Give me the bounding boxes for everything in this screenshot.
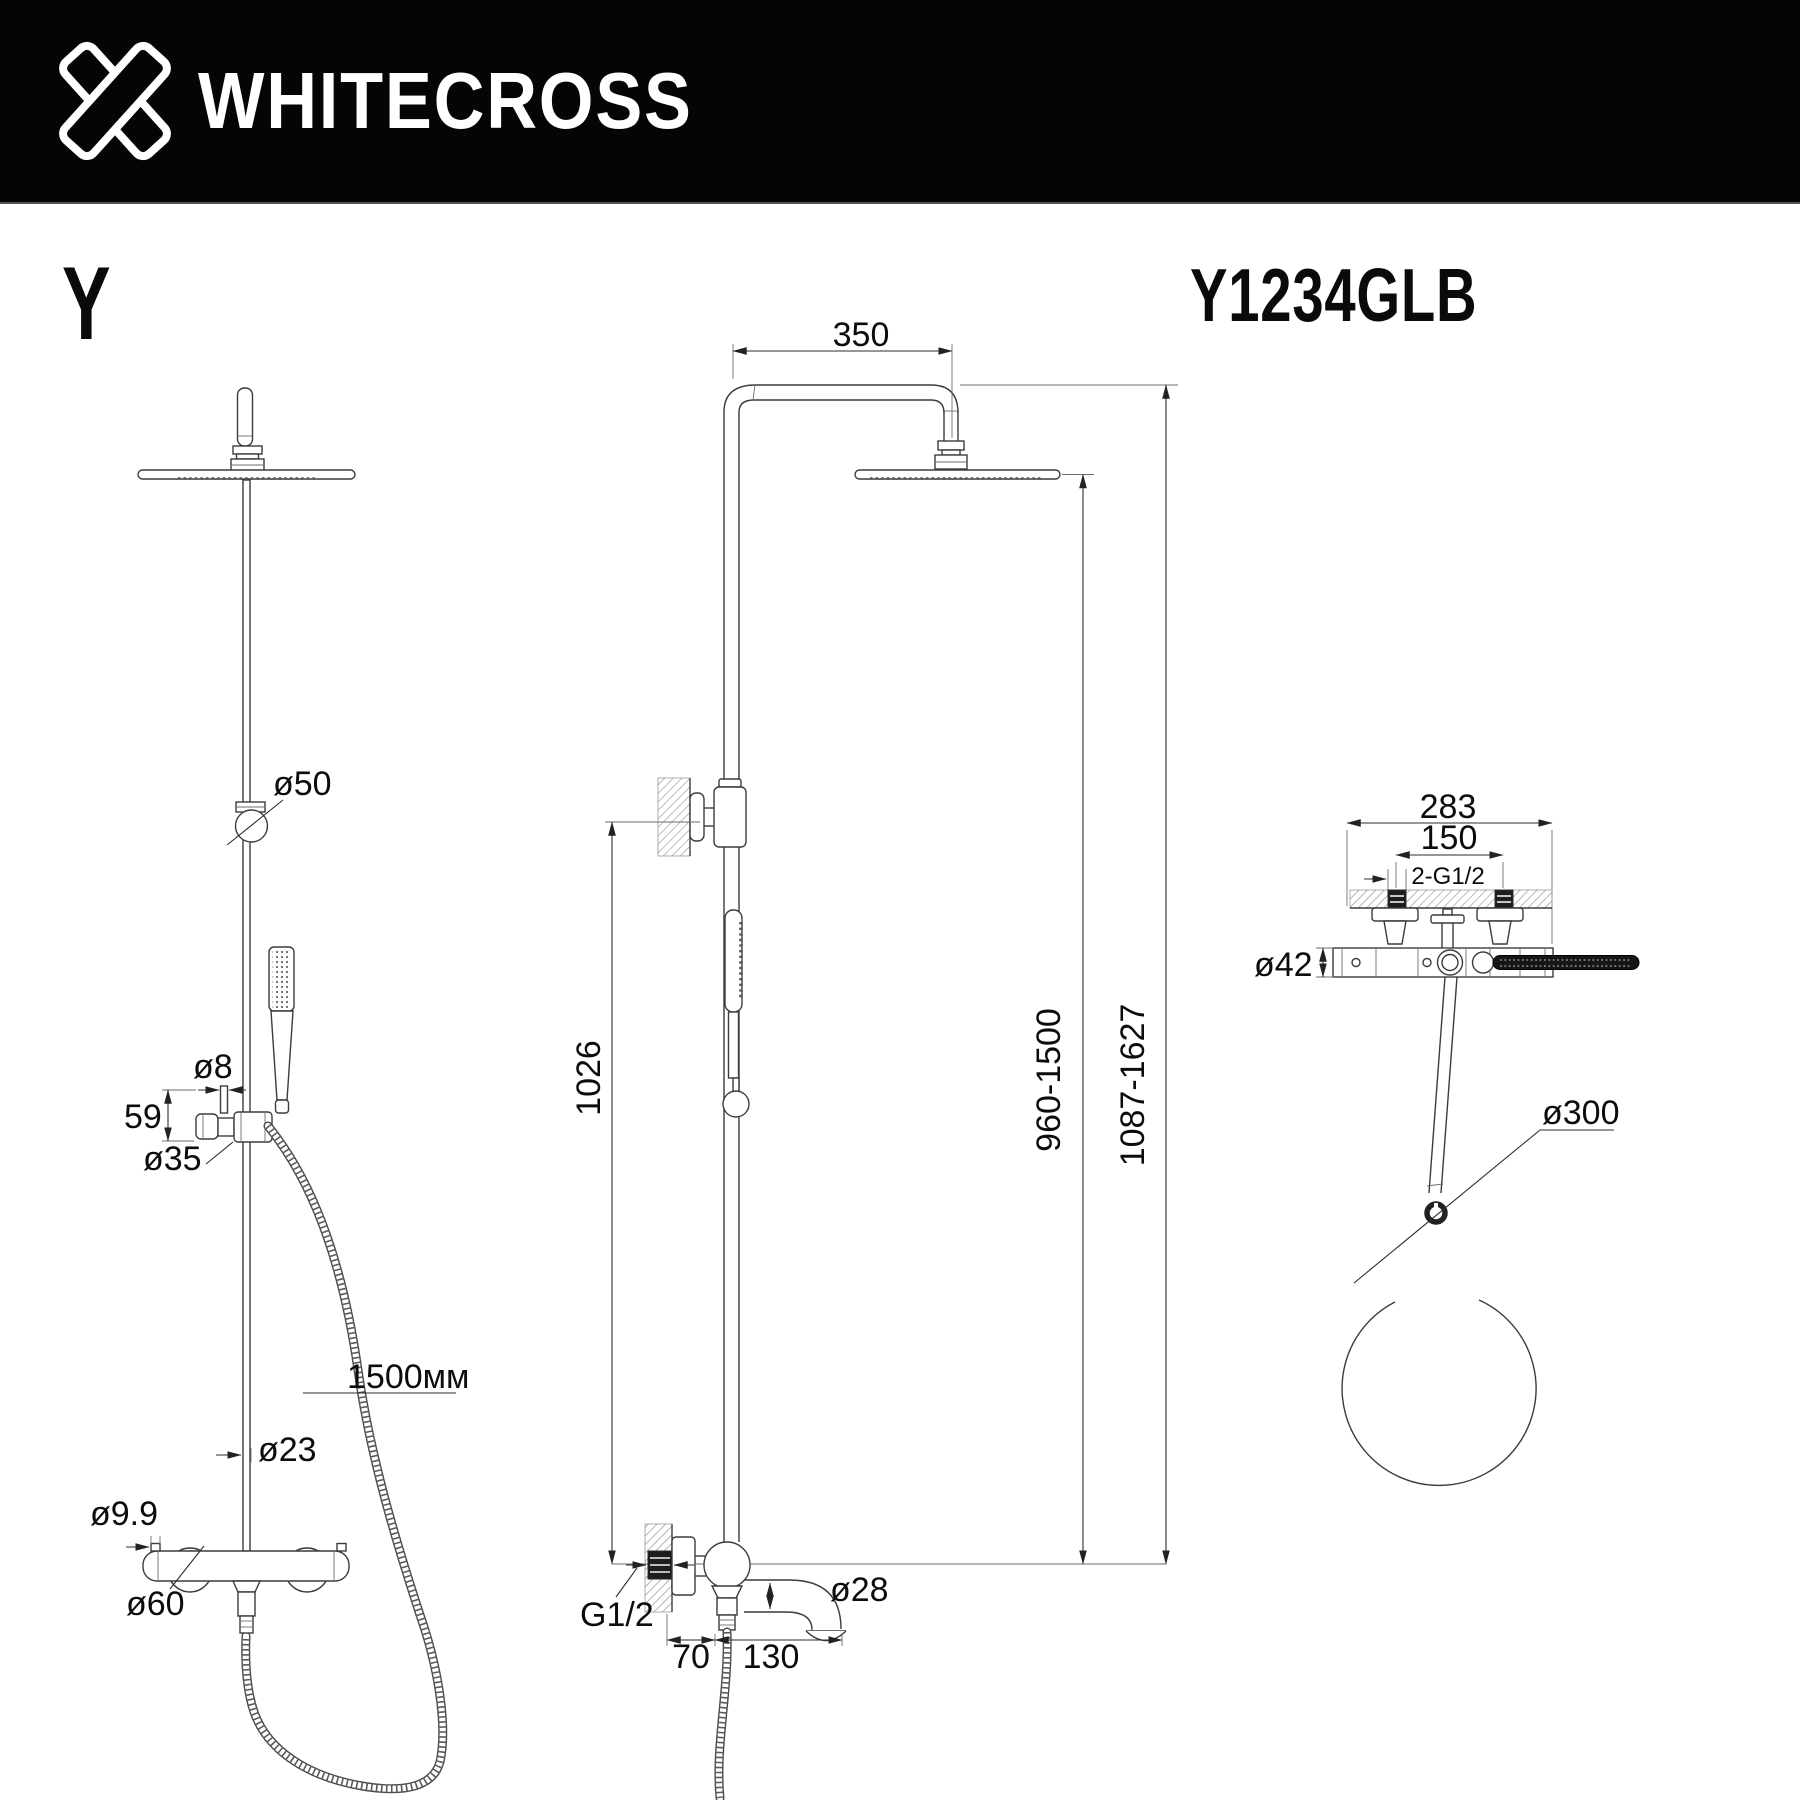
top-thread-right — [1495, 890, 1513, 908]
dim-g12: G1/2 — [580, 1596, 654, 1634]
brand-header — [0, 0, 1800, 204]
dim-d42: ø42 — [1254, 946, 1313, 984]
technical-drawing — [0, 202, 1800, 1800]
dim-2g12: 2-G1/2 — [1411, 863, 1485, 890]
side-rain-head — [855, 470, 1060, 479]
front-slider-knob — [196, 1114, 218, 1139]
dim-1026: 1026 — [570, 1040, 608, 1116]
dim-70: 70 — [672, 1638, 710, 1676]
top-view — [1254, 788, 1639, 1485]
dim-d8: ø8 — [193, 1048, 233, 1086]
side-hose — [719, 1632, 727, 1798]
side-slider-knob — [723, 1091, 749, 1117]
front-view — [90, 388, 469, 1789]
dim-283: 283 — [1419, 788, 1477, 826]
series-label: Y — [62, 246, 111, 362]
front-mixer-body — [143, 1551, 349, 1581]
top-thread-left — [1388, 890, 1406, 908]
dim-d60: ø60 — [126, 1585, 185, 1623]
dim-d50: ø50 — [273, 765, 332, 803]
dim-1087-1627: 1087-1627 — [1114, 1003, 1152, 1167]
front-top-inlet — [238, 388, 253, 446]
side-wall-bracket — [690, 793, 704, 841]
top-handle-lever — [1493, 956, 1639, 970]
dim-d300: ø300 — [1542, 1094, 1620, 1132]
dim-d28: ø28 — [830, 1571, 889, 1609]
dim-150: 150 — [1420, 819, 1478, 857]
dim-d9-9: ø9.9 — [90, 1495, 159, 1533]
model-number: Y1234GLB — [1190, 253, 1478, 337]
dim-59: 59 — [124, 1098, 162, 1136]
front-spout — [238, 1592, 255, 1616]
brand-name: WHITECROSS — [198, 56, 693, 145]
whitecross-x-icon — [56, 40, 174, 162]
side-mixer-joint — [704, 1542, 750, 1588]
side-view — [570, 316, 1178, 1798]
dim-960-1500: 960-1500 — [1030, 1008, 1068, 1152]
dim-d23: ø23 — [258, 1431, 317, 1469]
side-spout — [744, 1580, 841, 1629]
top-rain-head-circle — [1342, 1300, 1536, 1485]
dim-d35: ø35 — [143, 1140, 202, 1178]
dim-hose-length: 1500мм — [347, 1358, 470, 1396]
dim-350: 350 — [832, 316, 890, 354]
front-pole — [243, 480, 250, 1551]
dim-130: 130 — [742, 1638, 800, 1676]
